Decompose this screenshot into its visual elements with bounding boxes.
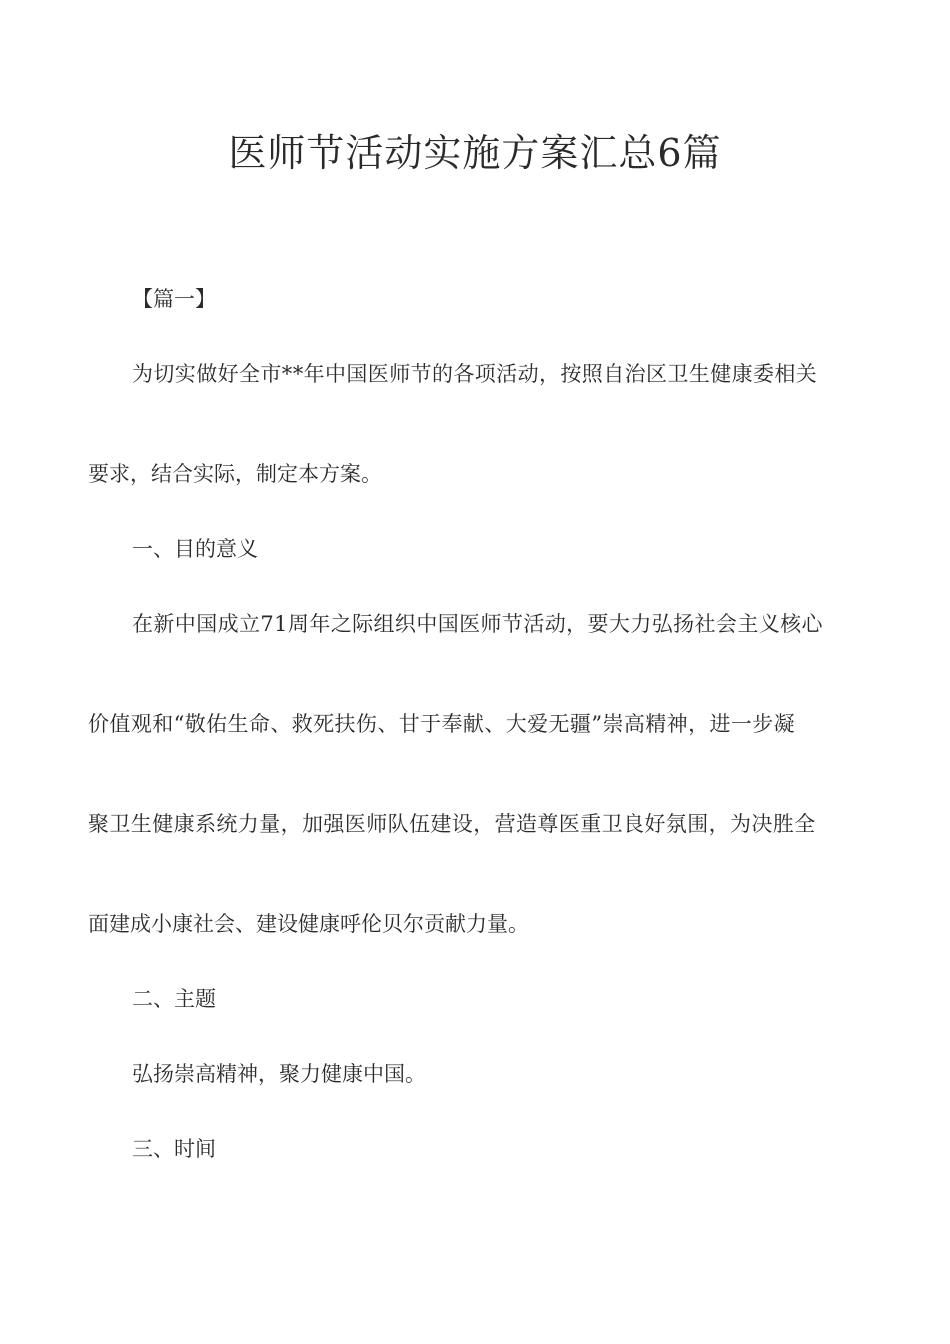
paragraph-line: 为切实做好全市**年中国医师节的各项活动，按照自治区卫生健康委相关 [132,362,818,386]
paragraph-line: 价值观和“敬佑生命、救死扶伤、甘于奉献、大爱无疆”崇高精神，进一步凝 [88,712,796,736]
paragraph-line: 弘扬崇高精神，聚力健康中国。 [132,1062,426,1086]
section-heading: 二、主题 [132,987,216,1011]
paragraph-line: 在新中国成立71周年之际组织中国医师节活动，要大力弘扬社会主义核心 [132,612,823,636]
section-marker: 【篇一】 [132,287,216,311]
paragraph-line: 聚卫生健康系统力量，加强医师队伍建设，营造尊医重卫良好氛围，为决胜全 [88,812,816,836]
document-title: 医师节活动实施方案汇总6篇 [228,131,722,175]
paragraph-line: 要求，结合实际，制定本方案。 [88,462,382,486]
paragraph-line: 面建成小康社会、建设健康呼伦贝尔贡献力量。 [88,912,529,936]
section-heading: 三、时间 [132,1137,216,1161]
section-heading: 一、目的意义 [132,537,258,561]
